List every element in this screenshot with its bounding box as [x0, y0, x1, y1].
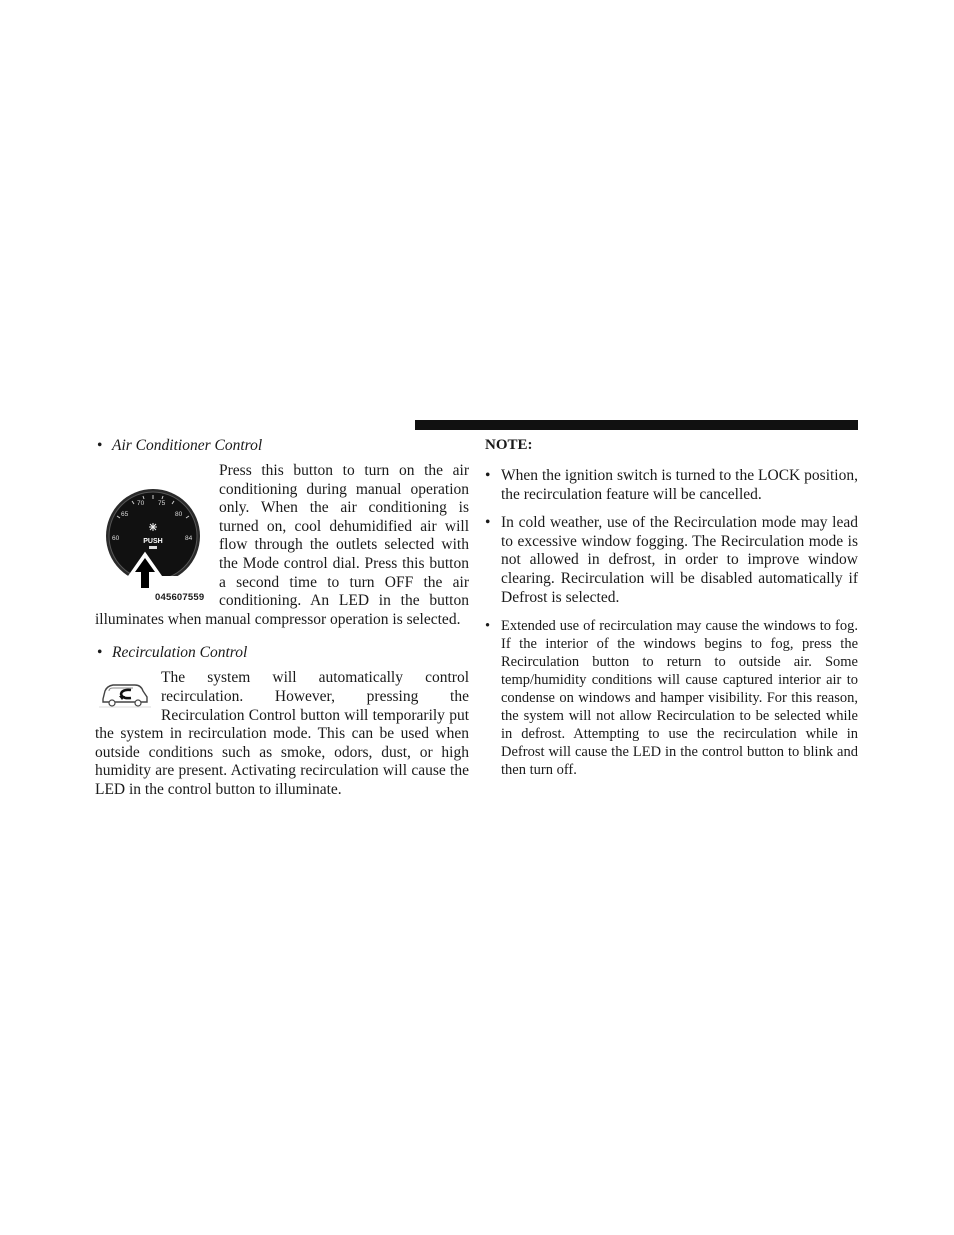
- recirc-control-section: [95, 669, 469, 799]
- bullet: •: [97, 644, 103, 662]
- bullet: •: [97, 437, 103, 454]
- ac-control-text: Press this button to turn on the air conditioning during manual operation only. When the air conditioning is turned on, cool dehumidified air will flow through the outlets selected with the Mode control dial. Press this button a second time to turn OFF the air conditioning. An LED in the button illuminates when manual compressor operation is selected.: [95, 462, 469, 628]
- recirc-figure: [95, 669, 155, 715]
- note-item-text: Extended use of recirculation may cause the windows to fog. If the interior of the windows begins to fog, press the Recirculation button to return to outside air. Some temp/humidity conditions will cause captured interior air to condense on windows and hamper visibility. For this reason, the system will not allow Recirculation to be selected while in defrost. Attempting to use the recirculation while in Defrost will cause the LED in the control button to blink and then turn off.: [501, 618, 858, 779]
- ac-control-section: [95, 462, 469, 629]
- knob-tick-60: 60: [112, 535, 120, 542]
- left-column: [95, 436, 469, 810]
- ac-control-title: Air Conditioner Control: [112, 437, 263, 454]
- knob-push-label: PUSH: [143, 538, 163, 545]
- note-item: [485, 514, 858, 607]
- ac-control-heading: [95, 436, 469, 455]
- bullet: •: [485, 514, 491, 532]
- note-item: [485, 467, 858, 504]
- section-header-bar: [415, 420, 858, 430]
- knob-tick-70: 70: [137, 500, 145, 507]
- knob-tick-80: 80: [175, 511, 183, 518]
- knob-tick-75: 75: [158, 500, 166, 507]
- bullet: •: [485, 618, 491, 635]
- knob-tick-84: 84: [185, 535, 193, 542]
- note-label: NOTE:: [485, 437, 533, 453]
- ac-knob-icon: [95, 464, 213, 588]
- ac-knob-figure: [95, 464, 213, 603]
- bullet: •: [485, 467, 491, 484]
- recirc-control-heading: [95, 643, 469, 662]
- note-item-text: In cold weather, use of the Recirculation mode may lead to excessive window fogging. The Recirculation mode is not allowed in defrost, in order to improve window clearing. Recirculation will be disabled automatically if Defrost is selected.: [501, 514, 858, 606]
- recirculation-icon: [95, 669, 155, 715]
- snowflake-icon: [149, 523, 157, 531]
- knob-tick-65: 65: [121, 511, 129, 518]
- note-item-text: When the ignition switch is turned to the LOCK position, the recirculation feature will be cancelled.: [501, 467, 858, 503]
- note-item: [485, 617, 858, 779]
- recirc-control-title: Recirculation Control: [112, 644, 248, 662]
- right-column: [485, 436, 858, 789]
- figure-code: 045607559: [155, 592, 205, 603]
- led-indicator: [149, 546, 157, 549]
- recirc-control-text: The system will automatically control recirculation. However, pressing the Recirculation Control button will temporarily put the system in recirculation mode. This can be used when outside conditions such as smoke, odors, dust, or high humidity are present. Activating recirculation will cause the LED in the control button to illuminate.: [95, 669, 469, 798]
